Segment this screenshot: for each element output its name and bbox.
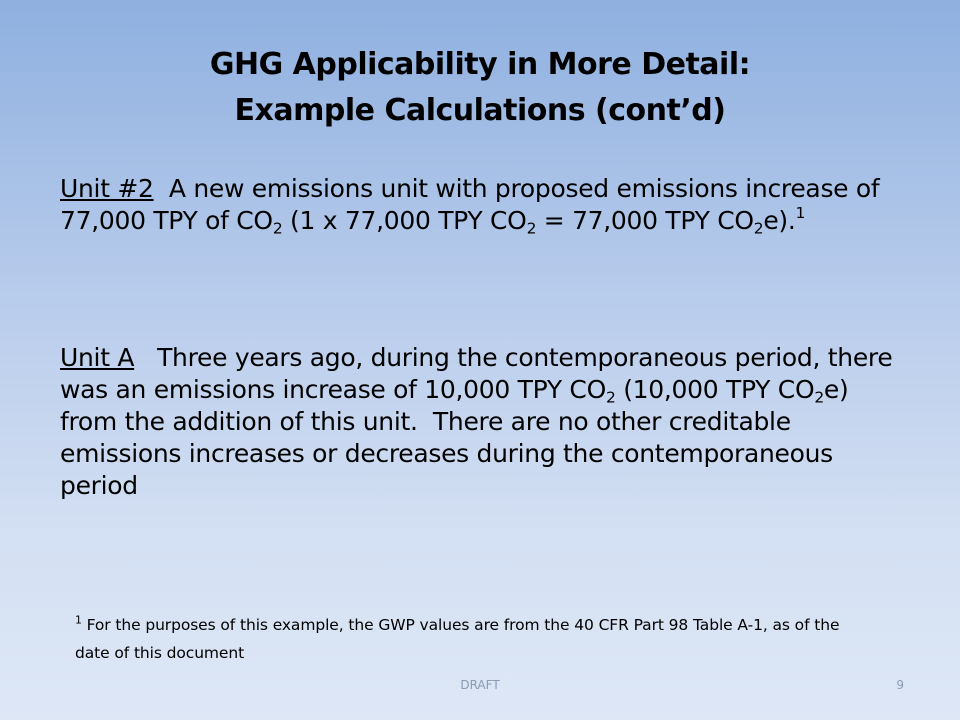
unit-2-text-3: = 77,000 TPY CO bbox=[536, 206, 754, 235]
title-line-2: Example Calculations (cont’d) bbox=[234, 93, 726, 128]
unit-2-text-2: (1 x 77,000 TPY CO bbox=[282, 206, 527, 235]
footnote bbox=[75, 611, 855, 667]
unit-a-paragraph bbox=[60, 342, 905, 502]
unit-2-sub-2: 2 bbox=[526, 219, 537, 238]
unit-a-sub-1: 2 bbox=[605, 388, 616, 407]
footer-page-number: 9 bbox=[896, 678, 904, 692]
unit-a-sub-2: 2 bbox=[814, 388, 824, 407]
slide-title bbox=[0, 42, 960, 134]
unit-2-footnote-ref: 1 bbox=[795, 204, 806, 223]
unit-2-sub-1: 2 bbox=[272, 219, 283, 238]
unit-a-text-2: (10,000 TPY CO bbox=[615, 375, 815, 404]
title-line-1: GHG Applicability in More Detail: bbox=[209, 47, 751, 82]
unit-a-text-3: e) from the addition of this unit. There are no other creditable emissions increases or decreases during the contemporaneous period bbox=[60, 375, 857, 500]
unit-2-label: Unit #2 bbox=[60, 174, 154, 203]
unit-2-sub-3: 2 bbox=[753, 219, 764, 238]
footnote-text: For the purposes of this example, the GWP values are from the 40 CFR Part 98 Table A-1, as of the date of this document bbox=[75, 616, 840, 662]
unit-a-text-1: Three years ago, during the contemporaneous period, there was an emissions increase of 10,000 TPY CO bbox=[60, 343, 901, 404]
footnote-marker: 1 bbox=[75, 613, 82, 627]
unit-2-text-4: e). bbox=[763, 206, 796, 235]
unit-2-text-1: A new emissions unit with proposed emissions increase of 77,000 TPY of CO bbox=[60, 174, 888, 235]
unit-a-label: Unit A bbox=[60, 343, 135, 372]
unit-2-paragraph bbox=[60, 173, 905, 237]
footer-draft-label: DRAFT bbox=[460, 678, 500, 692]
